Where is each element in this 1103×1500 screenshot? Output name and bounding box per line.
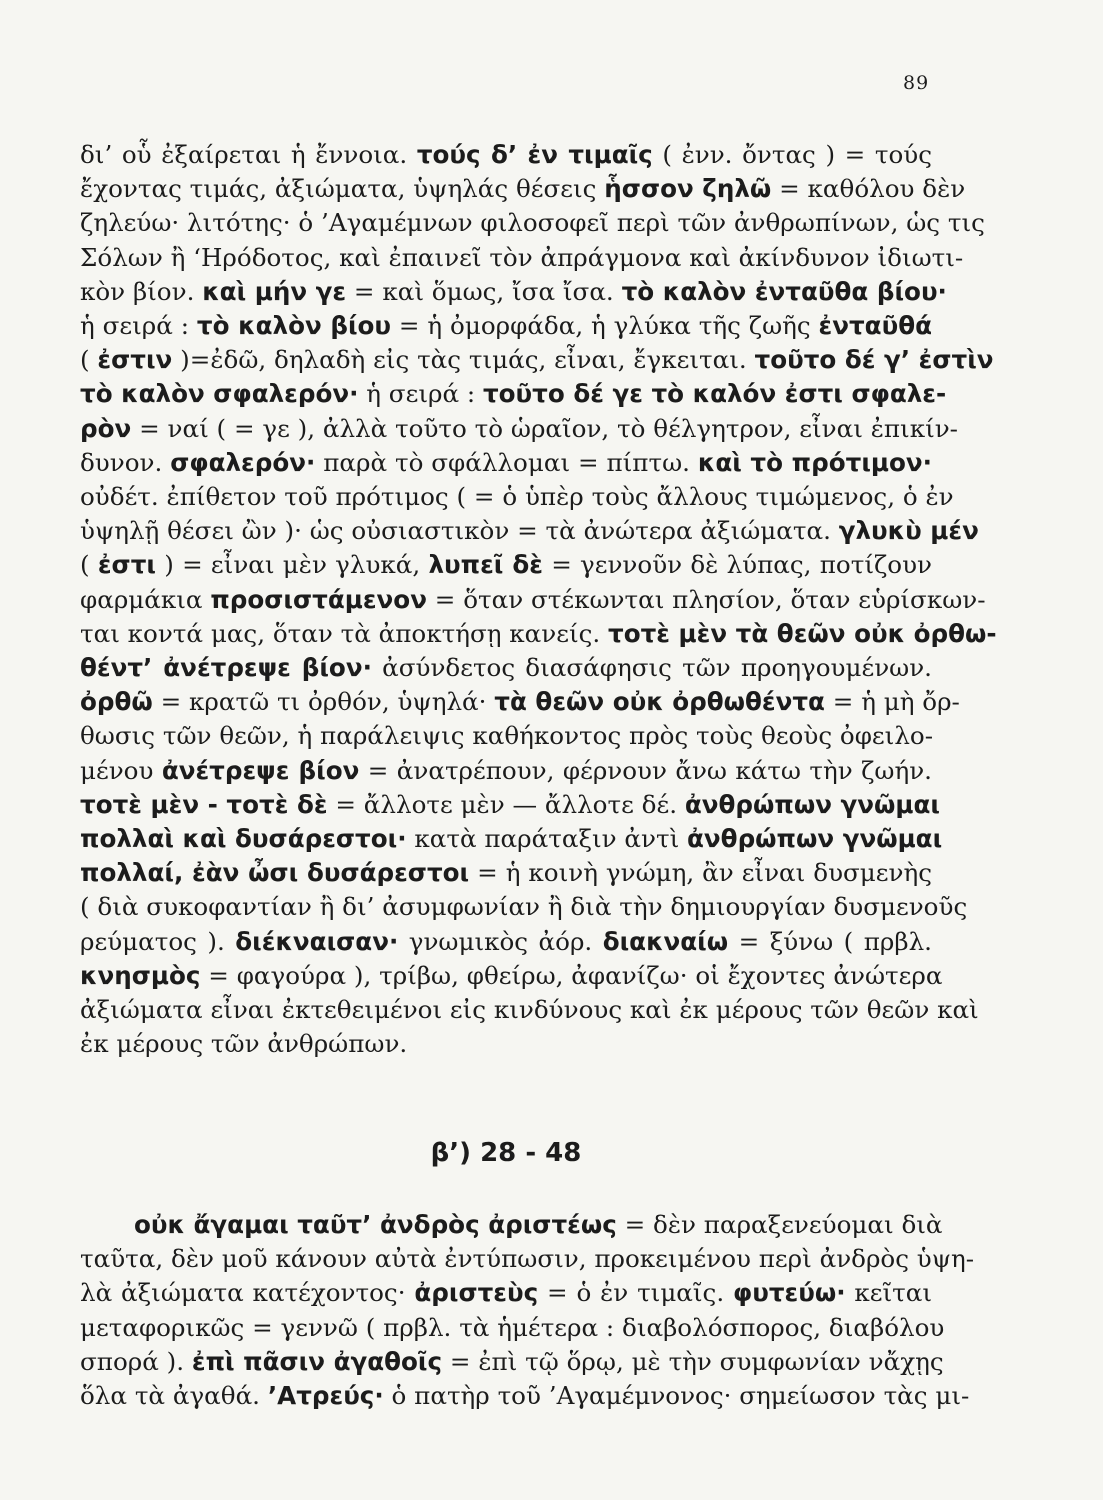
gloss-text: γνωμικὸς ἀόρ. xyxy=(398,926,603,956)
lemma-term: τὸ καλὸν βίου xyxy=(196,311,392,341)
gloss-text: μένου xyxy=(80,755,162,785)
text-line xyxy=(80,719,932,753)
page-number: 89 xyxy=(903,72,930,94)
text-line xyxy=(80,377,947,411)
gloss-text: ἐκ μέρους τῶν ἀνθρώπων. xyxy=(80,1029,408,1059)
text-line xyxy=(80,1379,970,1413)
gloss-text: θωσις τῶν θεῶν, ἡ παράλειψις καθήκοντος πρὸς τοὺς θεοὺς ὀφειλο- xyxy=(80,721,934,751)
lemma-term: ἀνθρώπων γνῶμαι xyxy=(684,789,940,819)
section-heading: β’) 28 - 48 xyxy=(430,1138,582,1168)
gloss-text: = ἡ μὴ ὄρ- xyxy=(824,687,960,717)
lemma-term: τοτὲ μὲν τὰ θεῶν οὐκ ὀρθω- xyxy=(608,618,997,648)
gloss-text: λὰ ἀξιώματα κατέχοντος· xyxy=(80,1278,415,1308)
lemma-term: οὐκ ἄγαμαι ταῦτ’ ἀνδρὸς ἀριστέως xyxy=(134,1210,617,1239)
lemma-term: ἐνταῦθά xyxy=(818,311,932,341)
gloss-text: = ἡ ὀμορφάδα, ἡ γλύκα τῆς ζωῆς xyxy=(391,311,819,341)
text-line xyxy=(80,583,986,617)
lemma-term: τὰ θεῶν οὐκ ὀρθωθέντα xyxy=(494,687,825,717)
lemma-term: ὀρθῶ xyxy=(80,687,153,717)
lemma-term: τούς δ’ ἐν τιμαῖς xyxy=(416,140,653,169)
text-line xyxy=(80,959,943,993)
lemma-term: πολλαὶ καὶ δυσάρεστοι· xyxy=(80,824,407,854)
lemma-term: κνησμὸς xyxy=(80,960,201,990)
gloss-text: κεῖται xyxy=(845,1278,932,1308)
gloss-text: ρεύματος ). xyxy=(80,926,236,956)
text-line xyxy=(80,206,985,240)
gloss-text: οὐδέτ. ἐπίθετον τοῦ πρότιμος ( = ὁ ὑπὲρ τοὺς ἄλλους τιμώμενος, ὁ ἐν xyxy=(80,482,954,512)
lemma-term: θέντ’ ἀνέτρεψε βίον· xyxy=(80,653,372,683)
text-line xyxy=(80,754,932,788)
gloss-text: μεταφορικῶς = γεννῶ ( πρβλ. τὰ ἡμέτερα : διαβολόσπορος, διαβόλου xyxy=(80,1312,945,1342)
lemma-term: πολλαί, ἐὰν ὦσι δυσάρεστοι xyxy=(80,858,470,888)
lemma-term: ἐπὶ πᾶσιν ἀγαθοῖς xyxy=(191,1346,443,1376)
gloss-text: κατὰ παράταξιν ἀντὶ xyxy=(406,824,688,854)
lemma-term: τὸ καλὸν ἐνταῦθα βίου· xyxy=(621,276,947,306)
commentary-paragraph xyxy=(80,138,997,1061)
gloss-text: ταῦτα, δὲν μοῦ κάνουν αὐτὰ ἐντύπωσιν, προκειμένου περὶ ἀνδρὸς ὑψη- xyxy=(80,1244,975,1274)
text-line xyxy=(80,1345,944,1379)
text-line xyxy=(80,412,958,446)
text-line xyxy=(80,856,932,890)
lemma-term: ρὸν xyxy=(80,413,132,443)
lemma-term: διακναίω xyxy=(602,926,729,956)
text-line xyxy=(80,822,943,856)
text-line xyxy=(80,446,932,480)
gloss-text: = φαγούρα ), τρίβω, φθείρω, ἀφανίζω· οἱ ἔχοντες ἀνώτερα xyxy=(200,960,943,990)
gloss-text: ζηλεύω· λιτότης· ὁ ’Αγαμέμνων φιλοσοφεῖ περὶ τῶν ἀνθρωπίνων, ὡς τις xyxy=(80,208,985,238)
gloss-text: ὑψηλῇ θέσει ὢν )· ὡς οὐσιαστικὸν = τὰ ἀνώτερα ἀξιώματα. xyxy=(80,516,839,546)
gloss-text: ται κοντά μας, ὅταν τὰ ἀποκτήσῃ κανείς. xyxy=(80,618,609,648)
lemma-term: τὸ καλὸν σφαλερόν· xyxy=(80,379,359,409)
gloss-text: = γεννοῦν δὲ λύπας, ποτίζουν xyxy=(542,550,933,580)
gloss-text: κὸν βίον. xyxy=(80,276,203,306)
gloss-text: ὅλα τὰ ἀγαθά. xyxy=(80,1381,268,1411)
gloss-text: = ξύνω ( πρβλ. xyxy=(728,926,932,956)
text-line xyxy=(80,1276,932,1310)
lemma-term: τοῦτο δέ γε τὸ καλόν ἐστι σφαλε- xyxy=(482,379,947,409)
gloss-text: = ναί ( = γε ), ἀλλὰ τοῦτο τὸ ὡραῖον, τὸ θέλγητρον, εἶναι ἐπικίν- xyxy=(131,413,958,443)
text-line xyxy=(80,138,932,172)
gloss-text: ἔχοντας τιμάς, ἀξιώματα, ὑψηλάς θέσεις xyxy=(80,174,605,204)
gloss-text: = ἄλλοτε μὲν — ἄλλοτε δέ. xyxy=(327,789,685,819)
gloss-text: ἀσύνδετος διασάφησις τῶν προηγουμένων. xyxy=(371,653,932,683)
lemma-term: λυπεῖ δὲ xyxy=(428,550,543,580)
gloss-text: = ἡ κοινὴ γνώμη, ἂν εἶναι δυσμενὴς xyxy=(469,858,932,888)
text-line xyxy=(80,685,960,719)
gloss-text: )=ἐδῶ, δηλαδὴ εἰς τὰς τιμάς, εἶναι, ἔγκειται. xyxy=(172,345,755,375)
gloss-text: = ἐπὶ τῷ ὅρῳ, μὲ τὴν συμφωνίαν νἄχῃς xyxy=(442,1346,944,1376)
text-line xyxy=(80,548,932,582)
gloss-text: παρὰ τὸ σφάλλομαι = πίπτω. xyxy=(315,447,698,477)
text-line xyxy=(80,617,997,651)
text-line xyxy=(80,1242,975,1276)
gloss-text: ἀξιώματα εἶναι ἐκτεθειμένοι εἰς κινδύνους καὶ ἐκ μέρους τῶν θεῶν καὶ xyxy=(80,995,979,1025)
text-line xyxy=(80,1311,945,1345)
lemma-term: ἀνέτρεψε βίον xyxy=(161,755,360,785)
lemma-term: προσιστάμενον xyxy=(210,584,427,614)
gloss-text: = ἀνατρέπουν, φέρνουν ἄνω κάτω τὴν ζωήν. xyxy=(359,755,932,785)
text-line xyxy=(80,1027,932,1061)
gloss-text: ἡ σειρά : xyxy=(80,311,197,341)
gloss-text: ) = εἶναι μὲν γλυκά, xyxy=(155,550,429,580)
gloss-text: ἡ σειρά : xyxy=(358,379,483,409)
text-line xyxy=(80,651,932,685)
text-line xyxy=(80,241,964,275)
lemma-term: διέκναισαν· xyxy=(235,926,399,956)
text-line xyxy=(80,172,966,206)
lemma-term: σφαλερόν· xyxy=(170,447,316,477)
gloss-text: ( xyxy=(80,550,98,580)
lemma-term: ἀριστεὺς xyxy=(414,1278,539,1308)
text-line xyxy=(80,480,954,514)
gloss-text: = κρατῶ τι ὀρθόν, ὑψηλά· xyxy=(152,687,495,717)
gloss-text: = δὲν παραξενεύομαι διὰ xyxy=(616,1210,943,1239)
text-line xyxy=(80,309,932,343)
gloss-text: = καὶ ὅμως, ἴσα ἴσα. xyxy=(346,276,622,306)
lemma-term: ἀνθρώπων γνῶμαι xyxy=(687,824,943,854)
gloss-text: ( xyxy=(80,345,98,375)
text-line xyxy=(80,275,947,309)
lemma-term: ἧσσον ζηλῶ xyxy=(604,174,772,204)
text-line xyxy=(80,925,932,959)
text-line xyxy=(80,993,979,1027)
commentary-paragraph-section-b xyxy=(80,1208,975,1413)
lemma-term: ’Ατρεύς· xyxy=(267,1381,384,1411)
gloss-text: Σόλων ἢ ‘Ηρόδοτος, καὶ ἐπαινεῖ τὸν ἀπράγμονα καὶ ἀκίνδυνον ἰδιωτι- xyxy=(80,242,964,272)
lemma-term: καὶ τὸ πρότιμον· xyxy=(697,447,932,477)
gloss-text: σπορά ). xyxy=(80,1346,192,1376)
gloss-text: ( ἐνν. ὄντας ) = τούς xyxy=(652,140,932,169)
lemma-term: καὶ μήν γε xyxy=(202,276,347,306)
gloss-text: δυνον. xyxy=(80,447,171,477)
text-line xyxy=(80,890,968,924)
gloss-text: = ὅταν στέκωνται πλησίον, ὅταν εὑρίσκων- xyxy=(426,584,986,614)
gloss-text: = ὁ ἐν τιμαῖς. xyxy=(538,1278,733,1308)
text-line xyxy=(80,1208,943,1242)
gloss-text: = καθόλου δὲν xyxy=(771,174,966,204)
gloss-text: ὁ πατὴρ τοῦ ’Αγαμέμνονος· σημείωσον τὰς μι- xyxy=(383,1381,970,1411)
text-line xyxy=(80,343,994,377)
text-line xyxy=(80,788,940,822)
gloss-text: ( διὰ συκοφαντίαν ἢ δι’ ἀσυμφωνίαν ἢ διὰ τὴν δημιουργίαν δυσμενοῦς xyxy=(80,892,968,922)
gloss-text: δι’ οὗ ἐξαίρεται ἡ ἔννοια. xyxy=(80,140,417,169)
lemma-term: τοῦτο δέ γ’ ἐστὶν xyxy=(754,345,994,375)
gloss-text: φαρμάκια xyxy=(80,584,211,614)
lemma-term: ἐστι xyxy=(97,550,156,580)
lemma-term: γλυκὺ μέν xyxy=(838,516,979,546)
lemma-term: ἐστιν xyxy=(97,345,173,375)
lemma-term: φυτεύω· xyxy=(732,1278,846,1308)
text-line xyxy=(80,514,979,548)
lemma-term: τοτὲ μὲν - τοτὲ δὲ xyxy=(80,789,328,819)
